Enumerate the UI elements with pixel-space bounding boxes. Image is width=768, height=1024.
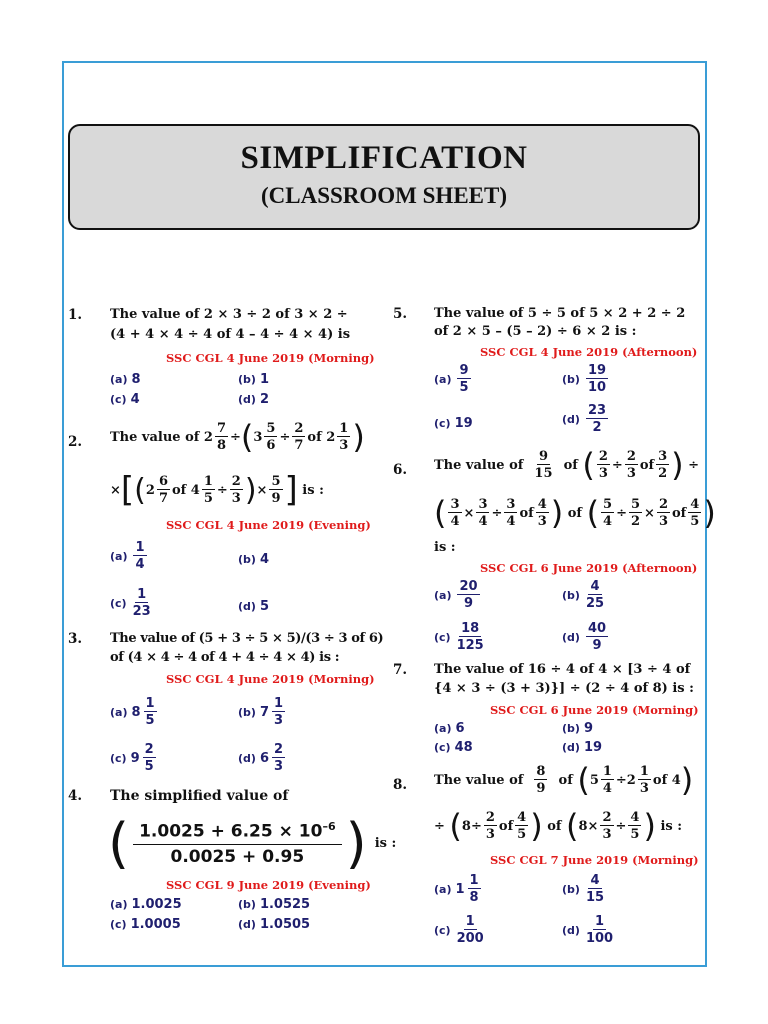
- question-4-option-d[interactable]: (d) 1.0505: [238, 917, 311, 932]
- question-2-option-b[interactable]: (b) 4: [238, 552, 269, 567]
- question-5-source: SSC CGL 4 June 2019 (Afternoon): [480, 345, 698, 359]
- title-box: [68, 124, 700, 230]
- question-3-option-a[interactable]: (a) 8 $\frac{1}{5}$: [110, 696, 155, 728]
- question-4-option-b[interactable]: (b) 1.0525: [238, 897, 311, 912]
- question-2-expression-line-1: The value of 2 $\frac{7}{8}$ ÷ ( 3 $\frac{5}{6}$ ÷ $\frac{2}{7}$ of 2 $\frac{1}{3}$ ): [110, 418, 365, 456]
- question-4-source: SSC CGL 9 June 2019 (Evening): [166, 878, 371, 892]
- question-1-option-c[interactable]: (c) 4: [110, 392, 140, 407]
- question-4-expression: ( $\frac{1.0025 + 6.25 \times 10^{-6}}{0.0025 + 0.95}$ ) is :: [108, 812, 397, 875]
- question-6-option-a[interactable]: (a) $\frac{20}{9}$: [434, 579, 478, 611]
- question-8-option-b[interactable]: (b) $\frac{4}{15}$: [562, 873, 605, 905]
- question-6-option-d[interactable]: (d) $\frac{40}{9}$: [562, 621, 607, 653]
- question-7-option-a[interactable]: (a) 6: [434, 721, 465, 736]
- question-7-option-d[interactable]: (d) 19: [562, 740, 603, 755]
- question-5-option-c[interactable]: (c) 19: [434, 416, 473, 431]
- question-4-number: 4.: [68, 788, 83, 804]
- page-title: SIMPLIFICATION: [240, 140, 528, 176]
- question-8-expression-line-1: The value of $\frac{8}{9}$ of ( 5 $\frac{1}{4}$ ÷2 $\frac{1}{3}$ of 4 ): [434, 761, 694, 799]
- question-2-source: SSC CGL 4 June 2019 (Evening): [166, 518, 371, 532]
- question-3-option-b[interactable]: (b) 7 $\frac{1}{3}$: [238, 696, 284, 728]
- question-7-source: SSC CGL 6 June 2019 (Morning): [490, 703, 699, 717]
- question-3-source: SSC CGL 4 June 2019 (Morning): [166, 672, 375, 686]
- question-3-line-1: The value of (5 + 3 ÷ 5 × 5)/(3 ÷ 3 of 6): [110, 631, 384, 646]
- question-7-line-1: The value of 16 ÷ 4 of 4 × [3 ÷ 4 of: [434, 662, 691, 677]
- question-3-option-d[interactable]: (d) 6 $\frac{2}{3}$: [238, 742, 284, 774]
- question-4-option-c[interactable]: (c) 1.0005: [110, 917, 181, 932]
- question-2-option-d[interactable]: (d) 5: [238, 599, 269, 614]
- question-1-line-1: The value of 2 × 3 ÷ 2 of 3 × 2 ÷: [110, 307, 348, 322]
- question-5-option-a[interactable]: (a) $\frac{9}{5}$: [434, 363, 469, 395]
- question-6-source: SSC CGL 6 June 2019 (Afternoon): [480, 561, 698, 575]
- question-1-option-b[interactable]: (b) 1: [238, 372, 269, 387]
- question-8-source: SSC CGL 7 June 2019 (Morning): [490, 853, 699, 867]
- question-6-expression-line-1: The value of $\frac{9}{15}$ of ( $\frac{2}{3}$ ÷ $\frac{2}{3}$ of $\frac{3}{2}$ ) ÷: [434, 446, 700, 484]
- question-5-option-d[interactable]: (d) $\frac{23}{2}$: [562, 403, 607, 435]
- question-1-option-a[interactable]: (a) 8: [110, 372, 141, 387]
- question-2-option-a[interactable]: (a) $\frac{1}{4}$: [110, 540, 145, 572]
- question-1-number: 1.: [68, 307, 83, 323]
- question-4-line-1: The simplified value of: [110, 788, 289, 804]
- question-1-option-d[interactable]: (d) 2: [238, 392, 269, 407]
- question-2-expression-line-2: × [ ( 2 $\frac{6}{7}$ of 4 $\frac{1}{5}$ ÷ $\frac{2}{3}$ ) × $\frac{5}{9}$ ] is :: [110, 470, 324, 510]
- question-2-option-c[interactable]: (c) $\frac{1}{23}$: [110, 587, 151, 619]
- question-3-number: 3.: [68, 631, 83, 647]
- question-3-line-2: of (4 × 4 ÷ 4 of 4 + 4 ÷ 4 × 4) is :: [110, 650, 340, 665]
- question-6-number: 6.: [393, 462, 408, 478]
- question-7-line-2: {4 × 3 ÷ (3 + 3)}] ÷ (2 ÷ 4 of 8) is :: [434, 681, 694, 696]
- question-1-line-2: (4 + 4 × 4 ÷ 4 of 4 – 4 ÷ 4 × 4) is: [110, 327, 351, 342]
- question-7-number: 7.: [393, 662, 408, 678]
- page-subtitle: (CLASSROOM SHEET): [260, 183, 507, 208]
- question-5-line-2: of 2 × 5 – (5 – 2) ÷ 6 × 2 is :: [434, 324, 637, 339]
- question-8-expression-line-2: ÷ ( 8÷ $\frac{2}{3}$ of $\frac{4}{5}$ ) of ( 8× $\frac{2}{3}$ ÷ $\frac{4}{5}$ ) is :: [434, 807, 683, 845]
- question-3-option-c[interactable]: (c) 9 $\frac{2}{5}$: [110, 742, 154, 774]
- question-5-number: 5.: [393, 306, 408, 322]
- question-5-option-b[interactable]: (b) $\frac{19}{10}$: [562, 363, 607, 395]
- question-2-number: 2.: [68, 434, 83, 450]
- question-6-expression-line-2: ( $\frac{3}{4}$ × $\frac{3}{4}$ ÷ $\frac{3}{4}$ of $\frac{4}{3}$ ) of ( $\frac{5}{4}$ ÷ $\frac{5}{2}$ × $\frac{2}{3}$ of $\frac{4}{5}$ ): [434, 494, 716, 532]
- question-6-option-c[interactable]: (c) $\frac{18}{125}$: [434, 621, 484, 653]
- question-6-is: is :: [434, 540, 456, 555]
- question-8-option-c[interactable]: (c) $\frac{1}{200}$: [434, 914, 484, 946]
- question-1-source: SSC CGL 4 June 2019 (Morning): [166, 351, 375, 365]
- question-8-option-a[interactable]: (a) 1 $\frac{1}{8}$: [434, 873, 479, 905]
- question-6-option-b[interactable]: (b) $\frac{4}{25}$: [562, 579, 605, 611]
- question-7-option-c[interactable]: (c) 48: [434, 740, 473, 755]
- question-7-option-b[interactable]: (b) 9: [562, 721, 593, 736]
- question-5-line-1: The value of 5 ÷ 5 of 5 × 2 + 2 ÷ 2: [434, 306, 686, 321]
- question-8-option-d[interactable]: (d) $\frac{1}{100}$: [562, 914, 614, 946]
- question-8-number: 8.: [393, 777, 408, 793]
- question-4-option-a[interactable]: (a) 1.0025: [110, 897, 182, 912]
